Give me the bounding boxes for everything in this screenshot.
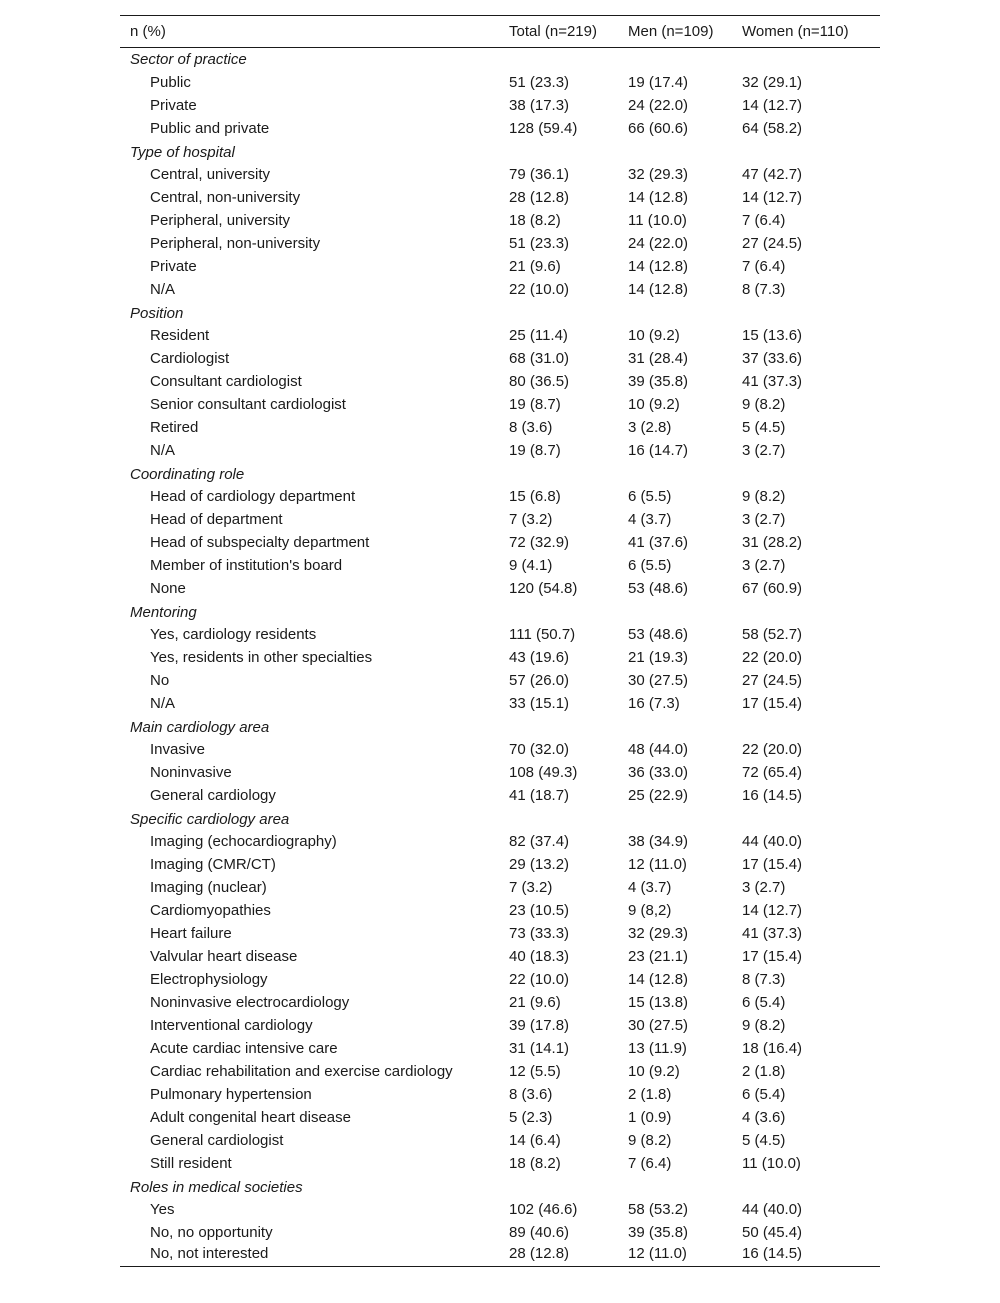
cell-women: 15 (13.6) bbox=[742, 326, 803, 344]
table-row bbox=[120, 324, 880, 347]
row-label: Still resident bbox=[150, 1154, 232, 1172]
header-men: Men (n=109) bbox=[628, 23, 714, 40]
table-header bbox=[120, 16, 880, 48]
table-row bbox=[120, 577, 880, 600]
row-label: Consultant cardiologist bbox=[150, 372, 302, 390]
cell-total: 38 (17.3) bbox=[509, 96, 570, 114]
row-label: N/A bbox=[150, 280, 176, 298]
row-label: Peripheral, non-university bbox=[150, 234, 321, 252]
cell-women: 41 (37.3) bbox=[742, 924, 803, 942]
table-row bbox=[120, 922, 880, 945]
row-label: No, no opportunity bbox=[150, 1223, 273, 1241]
cell-total: 8 (3.6) bbox=[509, 418, 553, 436]
table-row bbox=[120, 416, 880, 439]
row-label: Noninvasive bbox=[150, 763, 232, 781]
table-row bbox=[120, 485, 880, 508]
section-row bbox=[120, 48, 880, 71]
cell-men: 12 (11.0) bbox=[628, 1245, 687, 1263]
row-label: Head of cardiology department bbox=[150, 487, 356, 505]
cell-total: 73 (33.3) bbox=[509, 924, 570, 942]
table-row bbox=[120, 1083, 880, 1106]
cell-men: 39 (35.8) bbox=[628, 372, 689, 390]
cell-total: 39 (17.8) bbox=[509, 1016, 570, 1034]
table-row bbox=[120, 1244, 880, 1267]
row-label: Cardiologist bbox=[150, 349, 230, 367]
table-row bbox=[120, 1106, 880, 1129]
cell-women: 6 (5.4) bbox=[742, 1085, 786, 1103]
cell-total: 79 (36.1) bbox=[509, 165, 570, 183]
table-row bbox=[120, 761, 880, 784]
section-title: Position bbox=[130, 304, 184, 322]
table-row bbox=[120, 370, 880, 393]
cell-men: 30 (27.5) bbox=[628, 1016, 689, 1034]
cell-men: 19 (17.4) bbox=[628, 73, 689, 91]
cell-men: 10 (9.2) bbox=[628, 326, 680, 344]
table-row bbox=[120, 71, 880, 94]
table-row bbox=[120, 1221, 880, 1244]
cell-total: 57 (26.0) bbox=[509, 671, 570, 689]
section-row bbox=[120, 140, 880, 163]
cell-men: 48 (44.0) bbox=[628, 740, 689, 758]
cell-women: 5 (4.5) bbox=[742, 418, 786, 436]
cell-women: 67 (60.9) bbox=[742, 579, 803, 597]
cell-men: 14 (12.8) bbox=[628, 188, 689, 206]
cell-men: 4 (3.7) bbox=[628, 878, 672, 896]
cell-men: 16 (14.7) bbox=[628, 441, 689, 459]
cell-men: 7 (6.4) bbox=[628, 1154, 672, 1172]
cell-women: 44 (40.0) bbox=[742, 1200, 803, 1218]
table-row bbox=[120, 393, 880, 416]
row-label: Resident bbox=[150, 326, 210, 344]
cell-total: 80 (36.5) bbox=[509, 372, 570, 390]
cell-men: 24 (22.0) bbox=[628, 234, 689, 252]
section-row bbox=[120, 715, 880, 738]
cell-total: 19 (8.7) bbox=[509, 395, 561, 413]
cell-women: 31 (28.2) bbox=[742, 533, 803, 551]
cell-total: 29 (13.2) bbox=[509, 855, 570, 873]
section-title: Roles in medical societies bbox=[130, 1178, 303, 1196]
cell-men: 11 (10.0) bbox=[628, 211, 687, 229]
table-row bbox=[120, 876, 880, 899]
table-row bbox=[120, 278, 880, 301]
cell-men: 14 (12.8) bbox=[628, 280, 689, 298]
cell-total: 7 (3.2) bbox=[509, 878, 553, 896]
cell-men: 32 (29.3) bbox=[628, 165, 689, 183]
table-row bbox=[120, 554, 880, 577]
cell-total: 28 (12.8) bbox=[509, 188, 570, 206]
cell-men: 4 (3.7) bbox=[628, 510, 672, 528]
cell-men: 6 (5.5) bbox=[628, 556, 672, 574]
cell-women: 32 (29.1) bbox=[742, 73, 803, 91]
row-label: Yes, residents in other specialties bbox=[150, 648, 373, 666]
cell-men: 13 (11.9) bbox=[628, 1039, 687, 1057]
cell-total: 23 (10.5) bbox=[509, 901, 570, 919]
table-row bbox=[120, 853, 880, 876]
cell-women: 14 (12.7) bbox=[742, 901, 803, 919]
table-row bbox=[120, 1152, 880, 1175]
table-row bbox=[120, 209, 880, 232]
table-row bbox=[120, 1198, 880, 1221]
cell-men: 53 (48.6) bbox=[628, 625, 689, 643]
row-label: Invasive bbox=[150, 740, 206, 758]
table-row bbox=[120, 1014, 880, 1037]
cell-men: 53 (48.6) bbox=[628, 579, 689, 597]
row-label: N/A bbox=[150, 694, 176, 712]
row-label: Private bbox=[150, 257, 197, 275]
row-label: No, not interested bbox=[150, 1245, 269, 1263]
cell-women: 41 (37.3) bbox=[742, 372, 803, 390]
cell-men: 14 (12.8) bbox=[628, 257, 689, 275]
section-title: Type of hospital bbox=[130, 143, 235, 161]
cell-total: 31 (14.1) bbox=[509, 1039, 570, 1057]
cell-women: 3 (2.7) bbox=[742, 441, 786, 459]
cell-total: 5 (2.3) bbox=[509, 1108, 553, 1126]
row-label: Public and private bbox=[150, 119, 270, 137]
cell-men: 6 (5.5) bbox=[628, 487, 672, 505]
cell-total: 28 (12.8) bbox=[509, 1245, 570, 1263]
table-row bbox=[120, 784, 880, 807]
row-label: General cardiologist bbox=[150, 1131, 284, 1149]
cell-total: 102 (46.6) bbox=[509, 1200, 578, 1218]
cell-total: 72 (32.9) bbox=[509, 533, 570, 551]
cell-men: 36 (33.0) bbox=[628, 763, 689, 781]
cell-total: 19 (8.7) bbox=[509, 441, 561, 459]
cell-women: 14 (12.7) bbox=[742, 96, 803, 114]
table-row bbox=[120, 692, 880, 715]
row-label: Peripheral, university bbox=[150, 211, 291, 229]
cell-men: 21 (19.3) bbox=[628, 648, 689, 666]
section-title: Specific cardiology area bbox=[130, 810, 290, 828]
table-row bbox=[120, 94, 880, 117]
cell-women: 17 (15.4) bbox=[742, 947, 803, 965]
row-label: Senior consultant cardiologist bbox=[150, 395, 346, 413]
row-label: N/A bbox=[150, 441, 176, 459]
cell-women: 72 (65.4) bbox=[742, 763, 803, 781]
cell-women: 9 (8.2) bbox=[742, 1016, 786, 1034]
section-row bbox=[120, 301, 880, 324]
cell-women: 47 (42.7) bbox=[742, 165, 803, 183]
row-label: None bbox=[150, 579, 186, 597]
row-label: Private bbox=[150, 96, 197, 114]
row-label: Central, non-university bbox=[150, 188, 301, 206]
cell-women: 9 (8.2) bbox=[742, 395, 786, 413]
cell-men: 1 (0.9) bbox=[628, 1108, 672, 1126]
header-label: n (%) bbox=[130, 23, 166, 40]
cell-total: 21 (9.6) bbox=[509, 257, 561, 275]
table-row bbox=[120, 646, 880, 669]
table-row bbox=[120, 1037, 880, 1060]
cell-women: 7 (6.4) bbox=[742, 257, 786, 275]
cell-men: 9 (8,2) bbox=[628, 901, 672, 919]
cell-men: 9 (8.2) bbox=[628, 1131, 672, 1149]
row-label: Acute cardiac intensive care bbox=[150, 1039, 338, 1057]
cell-women: 18 (16.4) bbox=[742, 1039, 803, 1057]
cell-total: 82 (37.4) bbox=[509, 832, 570, 850]
cell-total: 21 (9.6) bbox=[509, 993, 561, 1011]
table-row bbox=[120, 623, 880, 646]
cell-total: 43 (19.6) bbox=[509, 648, 570, 666]
row-label: Valvular heart disease bbox=[150, 947, 298, 965]
cell-total: 8 (3.6) bbox=[509, 1085, 553, 1103]
cell-women: 16 (14.5) bbox=[742, 786, 803, 804]
table-row bbox=[120, 991, 880, 1014]
cell-women: 2 (1.8) bbox=[742, 1062, 786, 1080]
row-label: Public bbox=[150, 73, 191, 91]
cell-women: 17 (15.4) bbox=[742, 694, 803, 712]
cell-total: 108 (49.3) bbox=[509, 763, 578, 781]
cell-women: 37 (33.6) bbox=[742, 349, 803, 367]
section-title: Main cardiology area bbox=[130, 718, 270, 736]
table-row bbox=[120, 186, 880, 209]
cell-total: 89 (40.6) bbox=[509, 1223, 570, 1241]
section-title: Coordinating role bbox=[130, 465, 245, 483]
cell-men: 41 (37.6) bbox=[628, 533, 689, 551]
table-row bbox=[120, 255, 880, 278]
table-row bbox=[120, 232, 880, 255]
cell-women: 7 (6.4) bbox=[742, 211, 786, 229]
cell-men: 15 (13.8) bbox=[628, 993, 689, 1011]
cell-men: 39 (35.8) bbox=[628, 1223, 689, 1241]
cell-total: 40 (18.3) bbox=[509, 947, 570, 965]
row-label: Cardiac rehabilitation and exercise cardiology bbox=[150, 1062, 453, 1080]
cell-total: 51 (23.3) bbox=[509, 73, 570, 91]
row-label: Imaging (CMR/CT) bbox=[150, 855, 276, 873]
cell-women: 64 (58.2) bbox=[742, 119, 803, 137]
cell-men: 25 (22.9) bbox=[628, 786, 689, 804]
cell-women: 4 (3.6) bbox=[742, 1108, 786, 1126]
cell-total: 111 (50.7) bbox=[509, 625, 576, 643]
cell-total: 128 (59.4) bbox=[509, 119, 578, 137]
row-label: Imaging (nuclear) bbox=[150, 878, 267, 896]
row-label: Cardiomyopathies bbox=[150, 901, 271, 919]
cell-total: 68 (31.0) bbox=[509, 349, 570, 367]
row-label: Central, university bbox=[150, 165, 271, 183]
cell-men: 16 (7.3) bbox=[628, 694, 680, 712]
row-label: Imaging (echocardiography) bbox=[150, 832, 337, 850]
table-row bbox=[120, 439, 880, 462]
section-row bbox=[120, 600, 880, 623]
table-row bbox=[120, 738, 880, 761]
row-label: General cardiology bbox=[150, 786, 276, 804]
table-row bbox=[120, 669, 880, 692]
cell-men: 14 (12.8) bbox=[628, 970, 689, 988]
row-label: Member of institution's board bbox=[150, 556, 343, 574]
data-table bbox=[120, 15, 880, 1267]
cell-total: 18 (8.2) bbox=[509, 1154, 561, 1172]
cell-men: 66 (60.6) bbox=[628, 119, 689, 137]
cell-total: 14 (6.4) bbox=[509, 1131, 561, 1149]
cell-women: 8 (7.3) bbox=[742, 970, 786, 988]
cell-total: 41 (18.7) bbox=[509, 786, 570, 804]
cell-women: 14 (12.7) bbox=[742, 188, 803, 206]
cell-women: 16 (14.5) bbox=[742, 1245, 803, 1263]
cell-total: 33 (15.1) bbox=[509, 694, 570, 712]
row-label: Head of department bbox=[150, 510, 283, 528]
cell-total: 22 (10.0) bbox=[509, 280, 570, 298]
cell-men: 32 (29.3) bbox=[628, 924, 689, 942]
cell-women: 27 (24.5) bbox=[742, 234, 803, 252]
cell-men: 3 (2.8) bbox=[628, 418, 672, 436]
table-row bbox=[120, 1129, 880, 1152]
table-row bbox=[120, 1060, 880, 1083]
row-label: Yes bbox=[150, 1200, 175, 1218]
section-title: Mentoring bbox=[130, 603, 197, 621]
section-row bbox=[120, 462, 880, 485]
cell-women: 50 (45.4) bbox=[742, 1223, 803, 1241]
cell-men: 58 (53.2) bbox=[628, 1200, 689, 1218]
row-label: Heart failure bbox=[150, 924, 232, 942]
cell-women: 44 (40.0) bbox=[742, 832, 803, 850]
cell-men: 24 (22.0) bbox=[628, 96, 689, 114]
cell-men: 10 (9.2) bbox=[628, 395, 680, 413]
cell-women: 3 (2.7) bbox=[742, 510, 786, 528]
header-total: Total (n=219) bbox=[509, 23, 597, 40]
cell-women: 8 (7.3) bbox=[742, 280, 786, 298]
cell-men: 38 (34.9) bbox=[628, 832, 689, 850]
cell-total: 15 (6.8) bbox=[509, 487, 561, 505]
row-label: Pulmonary hypertension bbox=[150, 1085, 312, 1103]
cell-total: 70 (32.0) bbox=[509, 740, 570, 758]
section-title: Sector of practice bbox=[130, 50, 247, 68]
cell-total: 25 (11.4) bbox=[509, 326, 568, 344]
cell-men: 10 (9.2) bbox=[628, 1062, 680, 1080]
cell-total: 9 (4.1) bbox=[509, 556, 553, 574]
row-label: Yes, cardiology residents bbox=[150, 625, 317, 643]
cell-total: 7 (3.2) bbox=[509, 510, 553, 528]
table-row bbox=[120, 830, 880, 853]
table-row bbox=[120, 347, 880, 370]
cell-women: 5 (4.5) bbox=[742, 1131, 786, 1149]
row-label: Retired bbox=[150, 418, 199, 436]
cell-men: 12 (11.0) bbox=[628, 855, 687, 873]
row-label: Noninvasive electrocardiology bbox=[150, 993, 350, 1011]
cell-total: 22 (10.0) bbox=[509, 970, 570, 988]
row-label: No bbox=[150, 671, 170, 689]
cell-men: 2 (1.8) bbox=[628, 1085, 672, 1103]
cell-women: 22 (20.0) bbox=[742, 648, 803, 666]
table-row bbox=[120, 163, 880, 186]
row-label: Interventional cardiology bbox=[150, 1016, 313, 1034]
section-row bbox=[120, 807, 880, 830]
cell-women: 22 (20.0) bbox=[742, 740, 803, 758]
row-label: Head of subspecialty department bbox=[150, 533, 370, 551]
cell-total: 120 (54.8) bbox=[509, 579, 578, 597]
cell-women: 17 (15.4) bbox=[742, 855, 803, 873]
table-row bbox=[120, 508, 880, 531]
table-body bbox=[120, 48, 880, 1267]
cell-total: 51 (23.3) bbox=[509, 234, 570, 252]
cell-women: 6 (5.4) bbox=[742, 993, 786, 1011]
cell-women: 3 (2.7) bbox=[742, 878, 786, 896]
table-row bbox=[120, 945, 880, 968]
row-label: Adult congenital heart disease bbox=[150, 1108, 351, 1126]
cell-men: 30 (27.5) bbox=[628, 671, 689, 689]
table-row bbox=[120, 117, 880, 140]
table-row bbox=[120, 531, 880, 554]
cell-men: 31 (28.4) bbox=[628, 349, 689, 367]
section-row bbox=[120, 1175, 880, 1198]
cell-women: 27 (24.5) bbox=[742, 671, 803, 689]
header-row bbox=[120, 16, 880, 48]
cell-women: 58 (52.7) bbox=[742, 625, 803, 643]
row-label: Electrophysiology bbox=[150, 970, 268, 988]
cell-women: 9 (8.2) bbox=[742, 487, 786, 505]
cell-women: 11 (10.0) bbox=[742, 1154, 801, 1172]
cell-women: 3 (2.7) bbox=[742, 556, 786, 574]
cell-total: 12 (5.5) bbox=[509, 1062, 561, 1080]
table-row bbox=[120, 899, 880, 922]
table-row bbox=[120, 968, 880, 991]
cell-men: 23 (21.1) bbox=[628, 947, 689, 965]
header-women: Women (n=110) bbox=[742, 23, 849, 40]
cell-total: 18 (8.2) bbox=[509, 211, 561, 229]
